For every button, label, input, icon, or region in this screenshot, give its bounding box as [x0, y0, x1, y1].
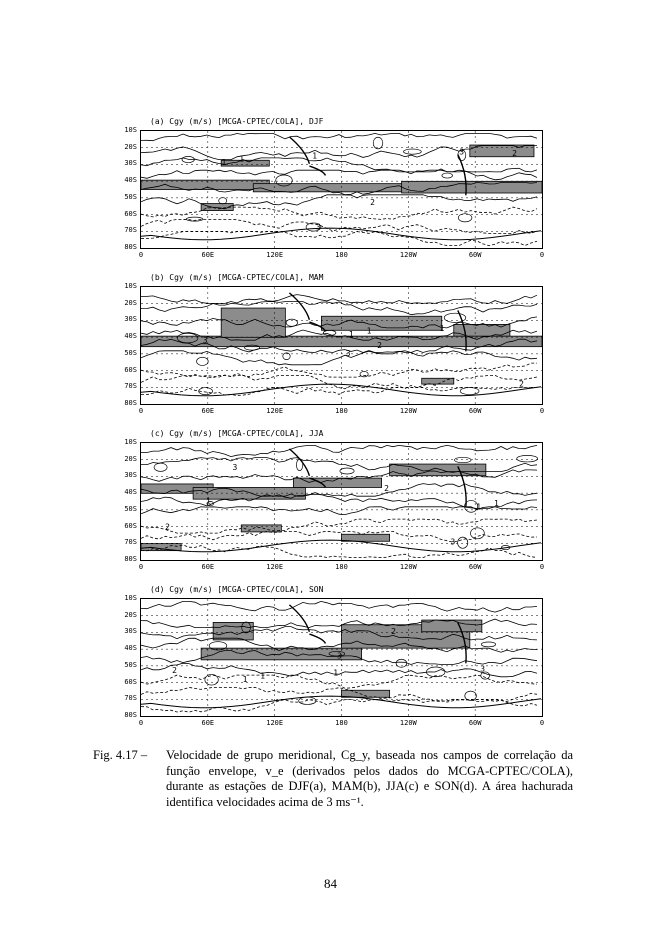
- coastline: [289, 449, 309, 476]
- contour-label: 1: [221, 157, 227, 167]
- closed-contour: [442, 173, 453, 178]
- lat-tick-label: 20S: [124, 454, 137, 463]
- lat-tick-label: 10S: [124, 126, 137, 134]
- contour-label: 2: [519, 379, 524, 389]
- contour-label: 2: [370, 197, 375, 207]
- lat-tick-label: 60S: [124, 521, 137, 530]
- lon-tick-label: 0: [138, 251, 144, 259]
- shaded-region: [470, 145, 534, 157]
- contour-label: 1: [366, 326, 372, 336]
- panel-title: (a) Cgy (m/s) [MCGA-CPTEC/COLA], DJF: [150, 117, 324, 126]
- lat-tick-label: 30S: [124, 315, 137, 324]
- contour-label: 2: [391, 627, 396, 637]
- contour-label: 3: [337, 651, 342, 661]
- lat-tick-label: 10S: [124, 438, 137, 446]
- lat-tick-label: 20S: [124, 298, 137, 307]
- lon-tick-label: 60E: [201, 719, 215, 727]
- antarctic-coastline: [141, 696, 541, 708]
- contour-label: 1: [348, 330, 354, 340]
- map-plot: [141, 443, 542, 560]
- contour-label: 1: [494, 499, 499, 508]
- contour-line: [141, 158, 537, 172]
- lat-tick-label: 50S: [124, 504, 137, 513]
- contour-label: 3: [345, 349, 351, 359]
- contour-label: 1: [242, 674, 248, 684]
- lon-tick-label: 0: [138, 563, 144, 571]
- contour-line: [141, 519, 537, 533]
- lon-tick-label: 60W: [468, 719, 482, 727]
- lat-tick-label: 50S: [124, 192, 137, 201]
- antarctic-coastline: [141, 228, 541, 240]
- lat-tick-label: 80S: [124, 243, 137, 251]
- contour-label: 2: [384, 484, 389, 493]
- contour-map: [140, 286, 543, 405]
- closed-contour: [340, 468, 354, 474]
- lat-tick-label: 60S: [124, 677, 137, 686]
- page-number: 84: [324, 876, 337, 891]
- lon-tick-label: 180: [335, 407, 348, 415]
- contour-label: 2: [377, 340, 382, 350]
- lat-tick-label: 80S: [124, 711, 137, 719]
- closed-contour: [154, 463, 167, 471]
- lon-tick-label: 180: [335, 719, 348, 727]
- lon-tick-label: 60W: [468, 251, 482, 259]
- lon-tick-label: 60E: [201, 563, 215, 571]
- lon-tick-label: 0: [539, 719, 545, 727]
- contour-label: 1: [260, 671, 266, 681]
- shaded-region: [293, 478, 381, 487]
- lat-tick-label: 40S: [124, 644, 137, 653]
- figure-caption: [93, 748, 573, 810]
- lon-tick-label: 0: [539, 251, 545, 259]
- lon-tick-label: 60W: [468, 407, 482, 415]
- contour-label: 1: [239, 154, 245, 164]
- lat-tick-label: 40S: [124, 332, 137, 341]
- closed-contour: [517, 455, 538, 462]
- lat-tick-label: 60S: [124, 365, 137, 374]
- closed-contour: [299, 697, 316, 704]
- map-plot: [141, 287, 542, 404]
- map-plot: [141, 131, 542, 248]
- panel-title: (c) Cgy (m/s) [MCGA-CPTEC/COLA], JJA: [150, 429, 324, 438]
- lon-tick-label: 120W: [399, 719, 417, 727]
- lat-tick-label: 70S: [124, 538, 137, 547]
- lon-tick-label: 120E: [266, 251, 284, 259]
- contour-label: 3: [316, 222, 321, 232]
- contour-map: [140, 130, 543, 249]
- shaded-region: [241, 525, 281, 532]
- contour-label: 3: [202, 336, 208, 346]
- lon-tick-label: 0: [539, 407, 545, 415]
- shaded-region: [342, 690, 390, 697]
- shaded-region: [321, 316, 441, 330]
- contour-label: 1: [312, 151, 318, 161]
- coastline: [309, 166, 325, 175]
- lon-tick-label: 120W: [399, 407, 417, 415]
- lat-tick-label: 80S: [124, 555, 137, 563]
- closed-contour: [219, 198, 227, 204]
- lon-tick-label: 0: [138, 407, 144, 415]
- closed-contour: [481, 642, 495, 647]
- contour-label: 1: [333, 668, 339, 678]
- lon-tick-label: 180: [335, 563, 348, 571]
- closed-contour: [465, 691, 477, 700]
- contour-label: 3: [232, 463, 238, 472]
- contour-line: [141, 445, 537, 456]
- lat-tick-label: 30S: [124, 159, 137, 168]
- lat-tick-label: 30S: [124, 471, 137, 480]
- closed-contour: [360, 371, 368, 376]
- contour-label: 1: [439, 324, 445, 333]
- contour-label: 2: [172, 665, 177, 675]
- lat-tick-label: 80S: [124, 399, 137, 407]
- lat-tick-label: 30S: [124, 627, 137, 636]
- lat-tick-label: 70S: [124, 226, 137, 235]
- closed-contour: [471, 528, 485, 539]
- caption-label: Fig. 4.17 –: [93, 748, 148, 762]
- contour-line: [141, 601, 537, 612]
- closed-contour: [458, 537, 468, 548]
- closed-contour: [197, 357, 209, 365]
- contour-line: [141, 663, 537, 677]
- lat-tick-label: 10S: [124, 282, 137, 290]
- closed-contour: [205, 674, 218, 685]
- shaded-region: [213, 622, 253, 640]
- contour-line: [141, 133, 537, 140]
- coastline: [309, 634, 325, 643]
- lon-tick-label: 60W: [468, 563, 482, 571]
- closed-contour: [460, 388, 479, 395]
- lat-tick-label: 10S: [124, 594, 137, 602]
- lon-tick-label: 120W: [399, 563, 417, 571]
- shaded-region: [253, 184, 413, 192]
- contour-map: [140, 598, 543, 717]
- caption-text: Velocidade de grupo meridional, Cg_y, baseada nos campos de correlação da função envelope, v_e (derivados pelos dados do MCGA-CPTEC/COLA), durante as estações de DJF(a), MAM(b), JJA(c) e SON(d). A área hachurada identifica velocidades acima de 3 ms⁻¹.: [166, 748, 573, 809]
- closed-contour: [455, 457, 472, 462]
- lon-tick-label: 0: [539, 563, 545, 571]
- panel-title: (b) Cgy (m/s) [MCGA-CPTEC/COLA], MAM: [150, 273, 324, 282]
- lat-tick-label: 20S: [124, 142, 137, 151]
- coastline: [289, 605, 309, 632]
- lon-tick-label: 60E: [201, 251, 215, 259]
- lat-tick-label: 60S: [124, 209, 137, 218]
- closed-contour: [373, 137, 383, 149]
- contour-label: 3: [450, 537, 456, 547]
- lon-tick-label: 180: [335, 251, 348, 259]
- lon-tick-label: 120W: [399, 251, 417, 259]
- lon-tick-label: 60E: [201, 407, 215, 415]
- contour-line: [141, 195, 537, 209]
- contour-label: 3: [480, 664, 486, 674]
- lat-tick-label: 50S: [124, 348, 137, 357]
- contour-label: 1: [476, 502, 482, 512]
- lat-tick-label: 70S: [124, 694, 137, 703]
- lon-tick-label: 120E: [266, 719, 284, 727]
- contour-map: [140, 442, 543, 561]
- shaded-region: [342, 534, 390, 541]
- lon-tick-label: 120E: [266, 563, 284, 571]
- contour-label: 1: [206, 496, 211, 506]
- map-plot: [141, 599, 542, 716]
- contour-label: 2: [512, 148, 517, 158]
- lat-tick-label: 40S: [124, 176, 137, 185]
- closed-contour: [404, 149, 422, 154]
- lat-tick-label: 40S: [124, 488, 137, 497]
- closed-contour: [458, 214, 472, 222]
- lat-tick-label: 20S: [124, 610, 137, 619]
- lon-tick-label: 0: [138, 719, 144, 727]
- contour-label: 2: [165, 522, 170, 532]
- contour-label: 3: [459, 147, 465, 157]
- contour-line: [141, 675, 537, 688]
- lat-tick-label: 70S: [124, 382, 137, 391]
- coastline: [289, 293, 309, 320]
- panel-title: (d) Cgy (m/s) [MCGA-CPTEC/COLA], SON: [150, 585, 324, 594]
- lon-tick-label: 120E: [266, 407, 284, 415]
- lat-tick-label: 50S: [124, 660, 137, 669]
- shaded-region: [221, 157, 269, 167]
